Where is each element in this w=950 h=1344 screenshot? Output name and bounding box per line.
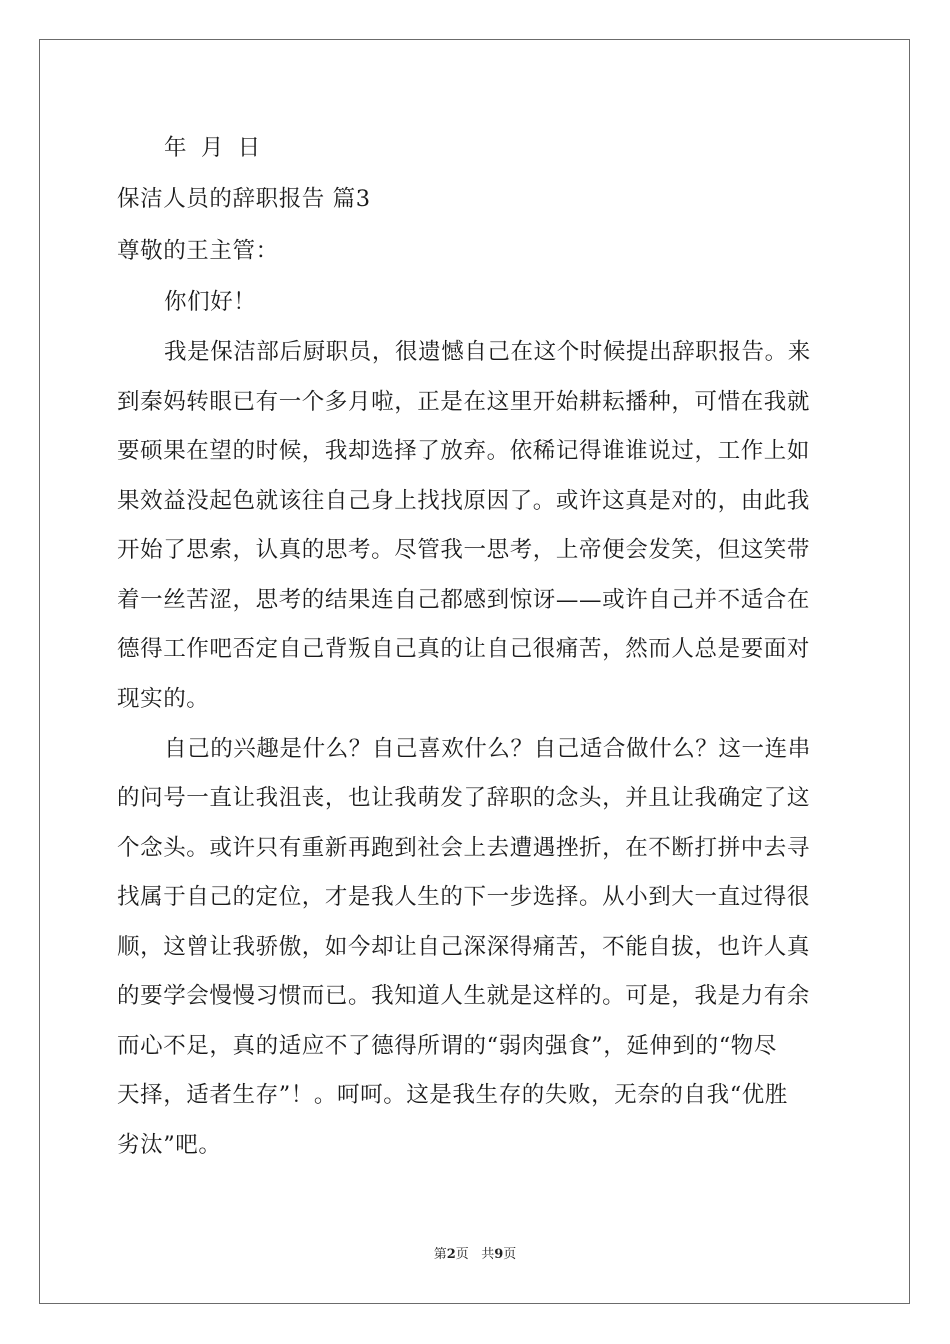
page-total: 9 — [494, 1247, 504, 1262]
page-suffix: 页 — [503, 1247, 517, 1262]
paragraph-line: 的要学会慢慢习惯而已。我知道人生就是这样的。可是，我是力有余 — [117, 983, 811, 1009]
paragraph-line: 找属于自己的定位，才是我人生的下一步选择。从小到大一直过得很 — [117, 884, 811, 910]
paragraph-line: 着一丝苦涩，思考的结果连自己都感到惊讶——或许自己并不适合在 — [117, 587, 811, 613]
paragraph-line: 德得工作吧否定自己背叛自己真的让自己很痛苦，然而人总是要面对 — [117, 636, 811, 662]
paragraph-line: 开始了思索，认真的思考。尽管我一思考，上帝便会发笑，但这笑带 — [117, 537, 811, 563]
paragraph-line: 自己的兴趣是什么？自己喜欢什么？自己适合做什么？这一连串 — [164, 736, 811, 762]
paragraph-line: 要硕果在望的时候，我却选择了放弃。依稀记得谁谁说过，工作上如 — [117, 438, 811, 464]
page-mid: 页 共 — [455, 1247, 495, 1262]
document-title: 保洁人员的辞职报告 篇3 — [117, 186, 371, 212]
paragraph-line: 个念头。或许只有重新再跑到社会上去遭遇挫折，在不断打拼中去寻 — [117, 835, 811, 861]
paragraph-line: 劣汰”吧。 — [117, 1132, 222, 1158]
paragraph-line: 我是保洁部后厨职员，很遗憾自己在这个时候提出辞职报告。来 — [164, 339, 811, 365]
page-prefix: 第 — [433, 1247, 447, 1262]
paragraph-line: 现实的。 — [117, 686, 210, 712]
page-current: 2 — [446, 1247, 456, 1262]
paragraph-line: 到秦妈转眼已有一个多月啦，正是在这里开始耕耘播种，可惜在我就 — [117, 389, 811, 415]
date-line: 年 月 日 — [164, 135, 261, 161]
paragraph-line: 天择，适者生存”！。呵呵。这是我生存的失败，无奈的自我“优胜 — [117, 1082, 789, 1108]
paragraph-line: 而心不足，真的适应不了德得所谓的“弱肉强食”，延伸到的“物尽 — [117, 1033, 778, 1059]
paragraph-line: 果效益没起色就该往自己身上找找原因了。或许这真是对的，由此我 — [117, 488, 811, 514]
paragraph-line: 顺，这曾让我骄傲，如今却让自己深深得痛苦，不能自拔，也许人真 — [117, 934, 811, 960]
salutation: 尊敬的王主管： — [117, 238, 279, 264]
page-border — [39, 39, 910, 1304]
paragraph-line: 的问号一直让我沮丧，也让我萌发了辞职的念头，并且让我确定了这 — [117, 785, 811, 811]
page-number-footer — [0, 1246, 950, 1264]
greeting: 你们好！ — [164, 289, 257, 315]
